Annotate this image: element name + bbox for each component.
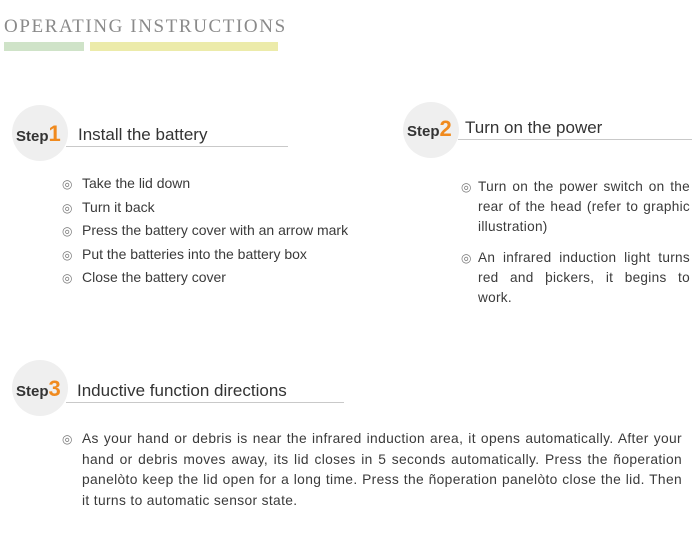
list-item: ◎ Take the lid down xyxy=(62,172,402,196)
page-title: OPERATING INSTRUCTIONS xyxy=(4,16,287,37)
step-2-number: 2 xyxy=(439,116,452,141)
step-2-divider xyxy=(458,139,692,140)
step-1-list xyxy=(62,172,402,290)
step-2-list xyxy=(461,177,690,319)
list-item: ◎ Put the batteries into the battery box xyxy=(62,243,402,267)
step-2-word: Step xyxy=(407,123,440,140)
step-3-heading: Inductive function directions xyxy=(77,381,287,400)
circle-bullet-icon: ◎ xyxy=(62,177,73,191)
circle-bullet-icon: ◎ xyxy=(62,432,73,446)
step-3-divider xyxy=(66,402,344,403)
circle-bullet-icon: ◎ xyxy=(461,251,472,265)
step-3-list xyxy=(62,429,682,511)
list-item: ◎ Turn on the power switch on the rear of the head (refer to graphic illustration) xyxy=(461,179,690,234)
circle-bullet-icon: ◎ xyxy=(461,180,472,194)
list-item: ◎ Press the battery cover with an arrow mark xyxy=(62,219,402,243)
list-item: ◎ Turn it back xyxy=(62,196,402,220)
step-1-label xyxy=(16,121,61,147)
title-underline-green xyxy=(4,42,84,51)
title-underline-yellow xyxy=(90,42,278,51)
step-1-divider xyxy=(66,146,288,147)
step-1-heading: Install the battery xyxy=(78,125,208,144)
circle-bullet-icon: ◎ xyxy=(62,200,73,215)
step-2-label xyxy=(407,116,452,142)
step-3-word: Step xyxy=(16,383,49,400)
step-1-word: Step xyxy=(16,128,49,145)
circle-bullet-icon: ◎ xyxy=(62,271,73,285)
list-item: ◎ An infrared induction light turns red and þickers, it begins to work. xyxy=(461,250,690,305)
circle-bullet-icon: ◎ xyxy=(62,247,73,262)
step-3-label xyxy=(16,376,61,402)
circle-bullet-icon: ◎ xyxy=(62,224,73,238)
list-item: ◎ Close the battery cover xyxy=(62,266,402,290)
step-3-number: 3 xyxy=(48,376,61,401)
step-2-heading: Turn on the power xyxy=(465,118,603,137)
list-item: ◎ As your hand or debris is near the infrared induction area, it opens automatically. After your hand or debris moves away, its lid closes in 5 seconds automatically. Press the ñoperation panelòto keep the lid open for a long time. Press the ñoperation panelòto close the lid. Then it turns to automatic sensor state. xyxy=(62,431,682,508)
step-1-number: 1 xyxy=(48,121,61,146)
